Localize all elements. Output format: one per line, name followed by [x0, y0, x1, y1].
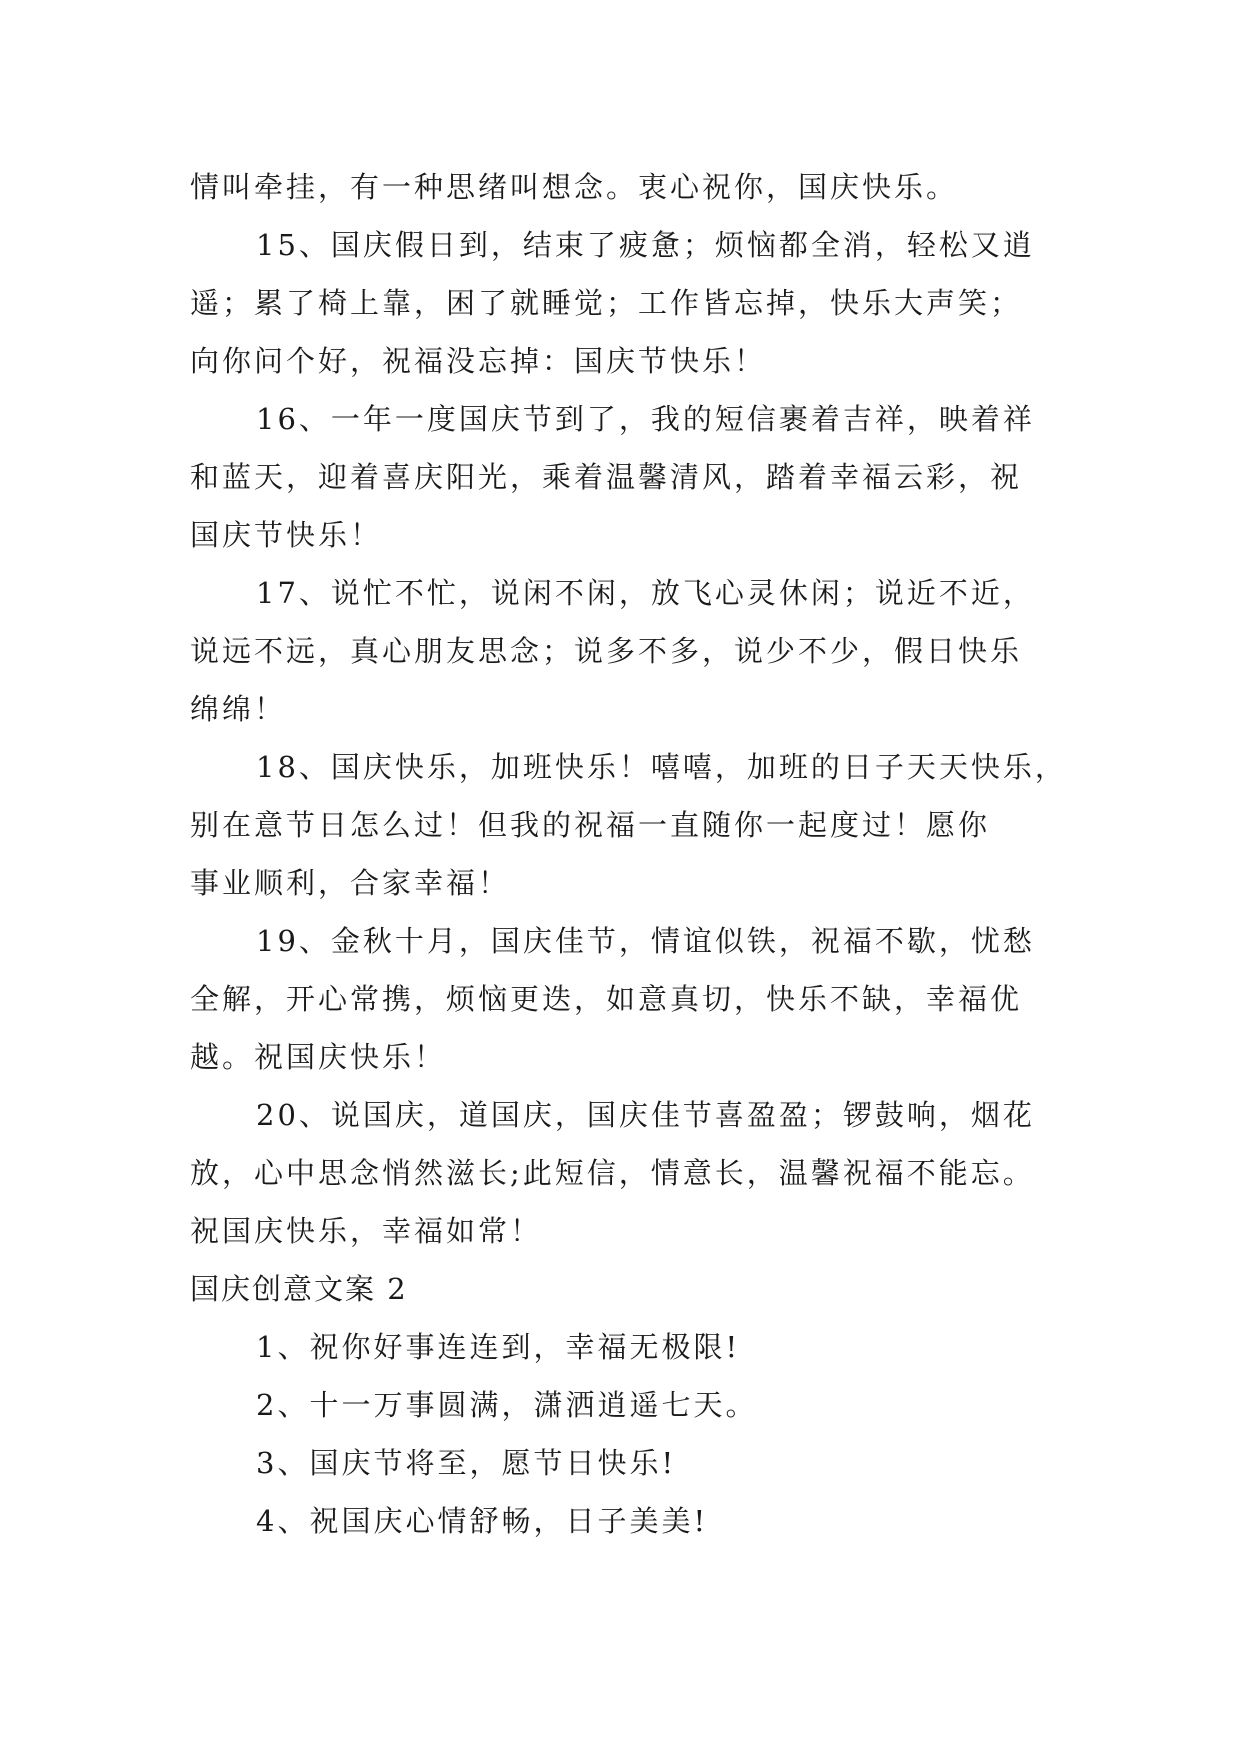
section-heading: 国庆创意文案 2 — [190, 1272, 408, 1306]
list-item: 4、祝国庆心情舒畅，日子美美! — [256, 1504, 709, 1538]
document-page — [190, 158, 1067, 1550]
wish-16-line: 和蓝天，迎着喜庆阳光，乘着温馨清风，踏着幸福云彩，祝 — [190, 460, 1023, 494]
wish-17-line: 绵绵！ — [190, 692, 287, 726]
list-item: 2、十一万事圆满，潇洒逍遥七天。 — [256, 1388, 758, 1422]
wish-18-line: 18、国庆快乐，加班快乐！嘻嘻，加班的日子天天快乐， — [256, 750, 1067, 784]
wish-15-line: 遥；累了椅上靠，困了就睡觉；工作皆忘掉，快乐大声笑； — [190, 286, 1023, 320]
wish-18-line: 事业顺利，合家幸福！ — [190, 866, 511, 900]
wish-19-line: 越。祝国庆快乐！ — [190, 1040, 447, 1074]
wish-15-line: 15、国庆假日到，结束了疲惫；烦恼都全消，轻松又逍 — [256, 228, 1035, 262]
wish-17-line: 说远不远，真心朋友思念；说多不多，说少不少，假日快乐 — [190, 634, 1023, 668]
wish-15-line: 向你问个好，祝福没忘掉：国庆节快乐！ — [190, 344, 767, 378]
wish-16-line: 国庆节快乐！ — [190, 518, 383, 552]
list-item: 1、祝你好事连连到，幸福无极限! — [256, 1330, 741, 1364]
paragraph-line: 情叫牵挂，有一种思绪叫想念。衷心祝你，国庆快乐。 — [190, 170, 959, 204]
wish-20-line: 20、说国庆，道国庆，国庆佳节喜盈盈；锣鼓响，烟花 — [256, 1098, 1035, 1132]
wish-19-line: 全解，开心常携，烦恼更迭，如意真切，快乐不缺，幸福优 — [190, 982, 1023, 1016]
wish-17-line: 17、说忙不忙，说闲不闲，放飞心灵休闲；说近不近， — [256, 576, 1035, 610]
wish-18-line: 别在意节日怎么过！但我的祝福一直随你一起度过！愿你 — [190, 808, 991, 842]
wish-20-line: 祝国庆快乐，幸福如常！ — [190, 1214, 543, 1248]
wish-20-line: 放，心中思念悄然滋长;此短信，情意长，温馨祝福不能忘。 — [190, 1156, 1035, 1190]
list-item: 3、国庆节将至，愿节日快乐! — [256, 1446, 677, 1480]
wish-16-line: 16、一年一度国庆节到了，我的短信裹着吉祥，映着祥 — [256, 402, 1035, 436]
wish-19-line: 19、金秋十月，国庆佳节，情谊似铁，祝福不歇，忧愁 — [256, 924, 1035, 958]
